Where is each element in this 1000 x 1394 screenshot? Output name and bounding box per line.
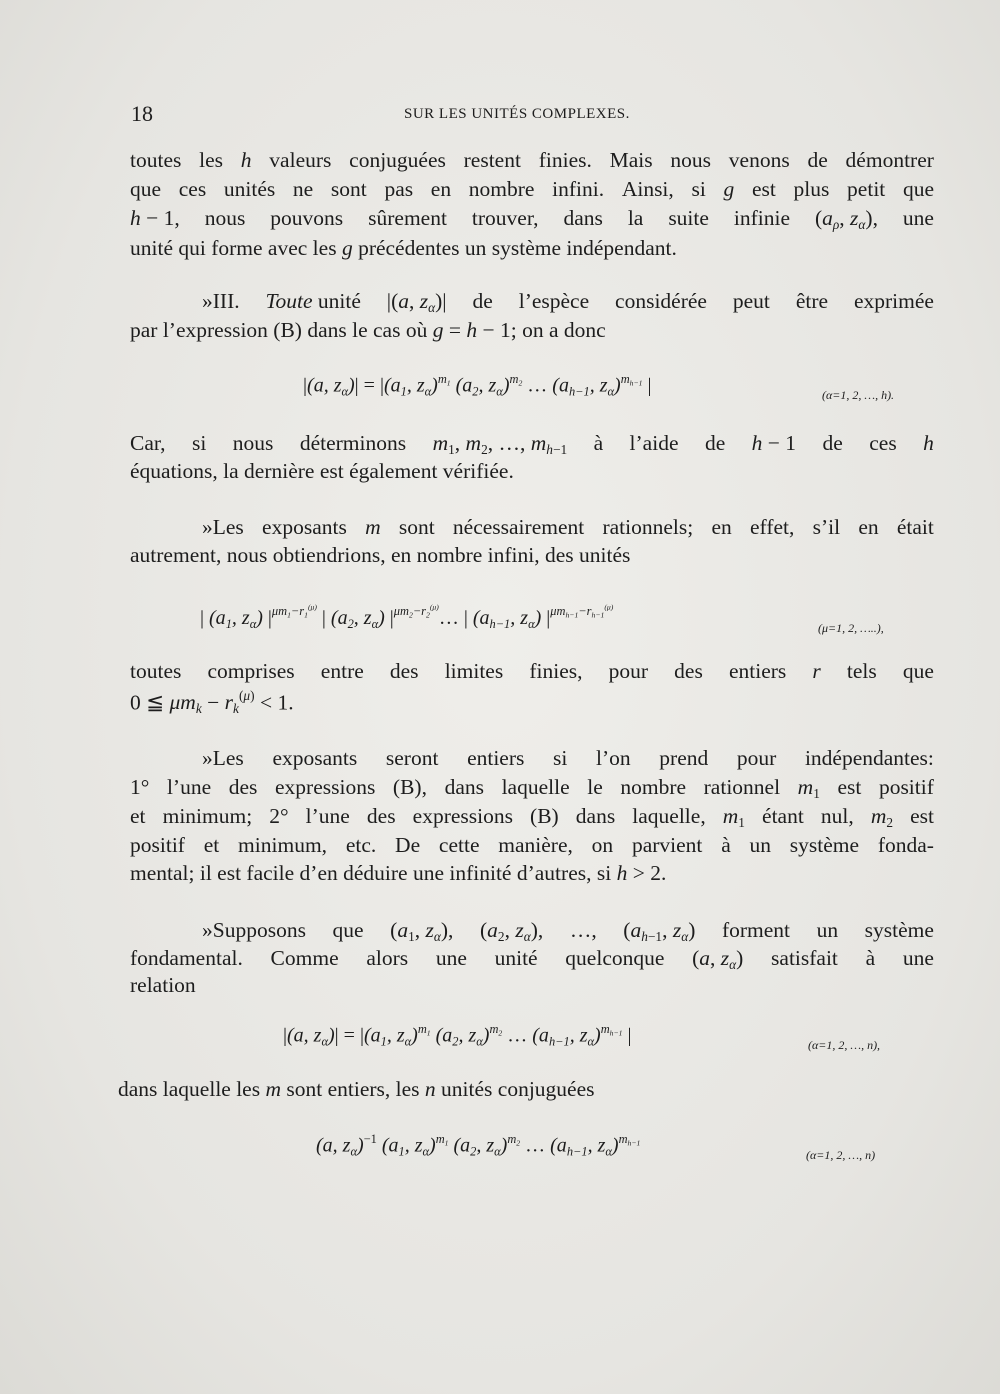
text-line: toutes comprises entre des limites finies, pour des entiers r tels que xyxy=(130,659,934,683)
text-line: relation xyxy=(130,973,196,997)
text-line: unité qui forme avec les g précédentes un système indépendant. xyxy=(130,236,677,260)
equation-2-condition: (μ=1, 2, …..), xyxy=(818,621,884,635)
text-line: h − 1, nous pouvons sûrement trouver, dans la suite infinie ($a_\rho$, $z_\alpha$), une xyxy=(130,206,934,232)
text-line: »III. Toute unité |(a, $z_\alpha)|$ de l’espèce considérée peut être exprimée xyxy=(202,289,934,315)
text-line: fondamental. Comme alors une unité quelconque (a, $z_\alpha$) satisfait à une xyxy=(130,946,934,972)
text-line: 1° l’une des expressions (B), dans laquelle le nombre rationnel $m_1$ est positif xyxy=(130,775,934,801)
text-line: autrement, nous obtiendrions, en nombre infini, des unités xyxy=(130,543,631,567)
equation-1: |(a, $z_\alpha)| = |(a_1$, $z_\alpha)^{m_1}$ ($a_2$, $z_\alpha)^{m_2}$ … ($a_{h-1}$, $z_\alpha)^{m_{h-1}}$ | xyxy=(303,372,652,399)
text-line: Car, si nous déterminons $m_1$, $m_2$, …, $m_{h-1}$ à l’aide de h − 1 de ces h xyxy=(130,431,934,457)
equation-1-condition: (α=1, 2, …, h). xyxy=(822,388,895,402)
text-line: par l’expression (B) dans le cas où g = h − 1; on a donc xyxy=(130,318,606,342)
text-line: équations, la dernière est également vérifiée. xyxy=(130,459,514,483)
text-line: »Supposons que ($a_1$, $z_\alpha$), ($a_2$, $z_\alpha$), …, ($a_{h-1}$, $z_\alpha$) forment un système xyxy=(202,918,934,944)
text-line: »Les exposants m sont nécessairement rationnels; en effet, s’il en était xyxy=(202,515,934,539)
equation-4: (a, $z_\alpha)^{-1}$ ($a_1$, $z_\alpha)^{m_1}$ ($a_2$, $z_\alpha)^{m_2}$ … ($a_{h-1}$, $z_\alpha)^{m_{h-1}}$ xyxy=(316,1132,641,1159)
text-line: positif et minimum, etc. De cette manière, on parvient à un système fonda- xyxy=(130,833,934,857)
equation-4-condition: (α=1, 2, …, n) xyxy=(806,1148,876,1162)
running-title: SUR LES UNITÉS COMPLEXES. xyxy=(404,106,630,122)
text-line: que ces unités ne sont pas en nombre infini. Ainsi, si g est plus petit que xyxy=(130,177,934,201)
text-line: »Les exposants seront entiers si l’on prend pour indépendantes: xyxy=(202,746,934,770)
page-number: 18 xyxy=(131,101,153,126)
text-line: toutes les h valeurs conjuguées restent finies. Mais nous venons de démontrer xyxy=(130,148,934,172)
equation-2: | ($a_1$, $z_\alpha$) $|^{\mu m_1-r_1^{(\mu)}}$ | ($a_2$, $z_\alpha$) $|^{\mu m_2-r_2^{(\mu)}}\dots$ | ($a_{h-1}$, $z_\alpha$) $|^{\mu m_{h-1}-r_{h-1}^{(\mu)}}$ xyxy=(200,603,614,631)
equation-3: |(a, $z_\alpha)| = |(a_1$, $z_\alpha)^{m_1}$ ($a_2$, $z_\alpha)^{m_2}$ … ($a_{h-1}$, $z_\alpha)^{m_{h-1}}$ | xyxy=(283,1022,632,1049)
text-line: dans laquelle les m sont entiers, les n unités conjuguées xyxy=(118,1077,595,1101)
text-line: mental; il est facile d’en déduire une infinité d’autres, si h > 2. xyxy=(130,861,667,885)
text-line: 0 ≦ $\mu m_k - r_k^{(\mu)} < 1$. xyxy=(130,688,294,717)
text-line: et minimum; 2° l’une des expressions (B) dans laquelle, $m_1$ étant nul, $m_2$ est xyxy=(130,804,934,830)
equation-3-condition: (α=1, 2, …, n), xyxy=(808,1038,881,1052)
